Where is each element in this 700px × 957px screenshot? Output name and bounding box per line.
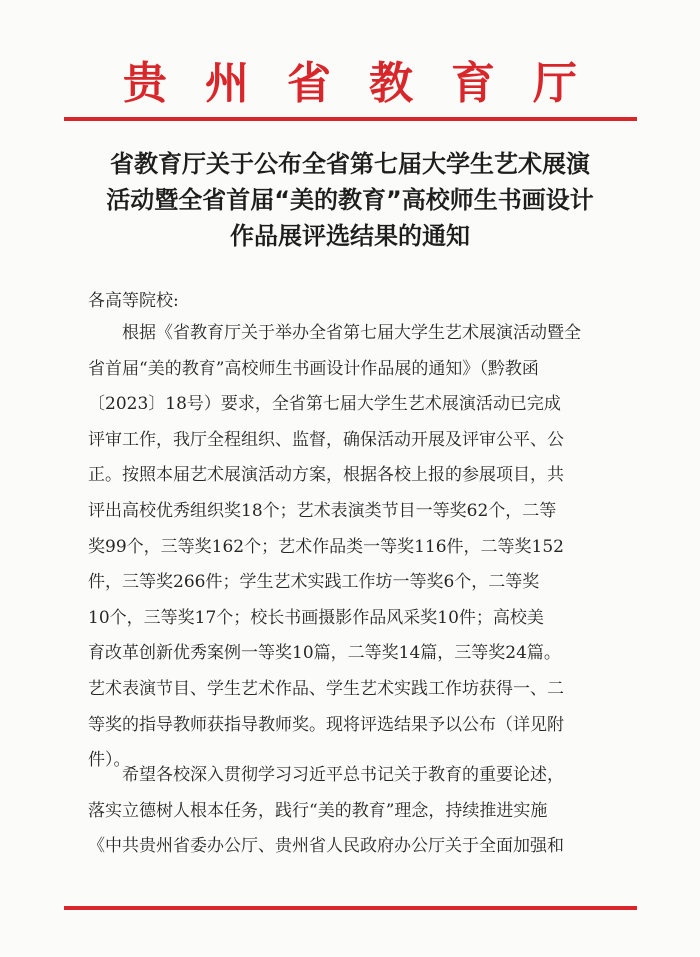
paragraph-line: 件，三等奖266件；学生艺术实践工作坊一等奖6个，二等奖 [88,572,540,593]
paragraph-line: 奖99个，三等奖162个；艺术作品类一等奖116件，二等奖152 [88,536,564,557]
paragraph-line: 希望各校深入贯彻学习习近平总书记关于教育的重要论述， [122,765,564,785]
body-paragraph-1 [88,316,633,779]
paragraph-line: 根据《省教育厅关于举办全省第七届大学生艺术展演活动暨全 [122,323,581,343]
paragraph-line: 落实立德树人根本任务，践行“美的教育”理念，持续推进实施 [88,800,548,821]
paragraph-line: 省首届“美的教育”高校师生书画设计作品展的通知》（黔教函 [88,358,539,379]
paragraph-line: 评审工作，我厅全程组织、监督，确保活动开展及评审公平、公 [88,429,564,450]
paragraph-line: 艺术表演节目、学生艺术作品、学生艺术实践工作坊获得一、二 [88,678,564,699]
paragraph-line: 育改革创新优秀案例一等奖10篇，二等奖14篇，三等奖24篇。 [88,643,561,664]
paragraph-line: 《中共贵州省委办公厅、贵州省人民政府办公厅关于全面加强和 [88,836,564,857]
letterhead-org-name: 贵州省教育厅 [123,58,615,109]
document-title-line: 活动暨全省首届“美的教育”高校师生书画设计 [106,186,594,214]
document-title-line: 作品展评选结果的通知 [230,222,470,250]
document-title-line: 省教育厅关于公布全省第七届大学生艺术展演 [110,150,590,178]
paragraph-line: 件）。 [88,750,131,771]
paragraph-line: 等奖的指导教师获指导教师奖。现将评选结果予以公布（详见附 [88,714,564,735]
letterhead-red-rule [64,117,637,121]
salutation: 各高等院校: [88,291,179,311]
body-paragraph-2 [88,758,633,865]
paragraph-line: 10个，三等奖17个；校长书画摄影作品风采奖10件；高校美 [88,607,544,628]
paragraph-line: 〔2023〕18号）要求，全省第七届大学生艺术展演活动已完成 [88,394,561,415]
paragraph-line: 评出高校优秀组织奖18个；艺术表演类节目一等奖62个，二等 [88,500,557,521]
paragraph-line: 正。按照本届艺术展演活动方案，根据各校上报的参展项目，共 [88,465,564,486]
document-title [70,146,630,254]
footer-red-rule [64,906,637,910]
